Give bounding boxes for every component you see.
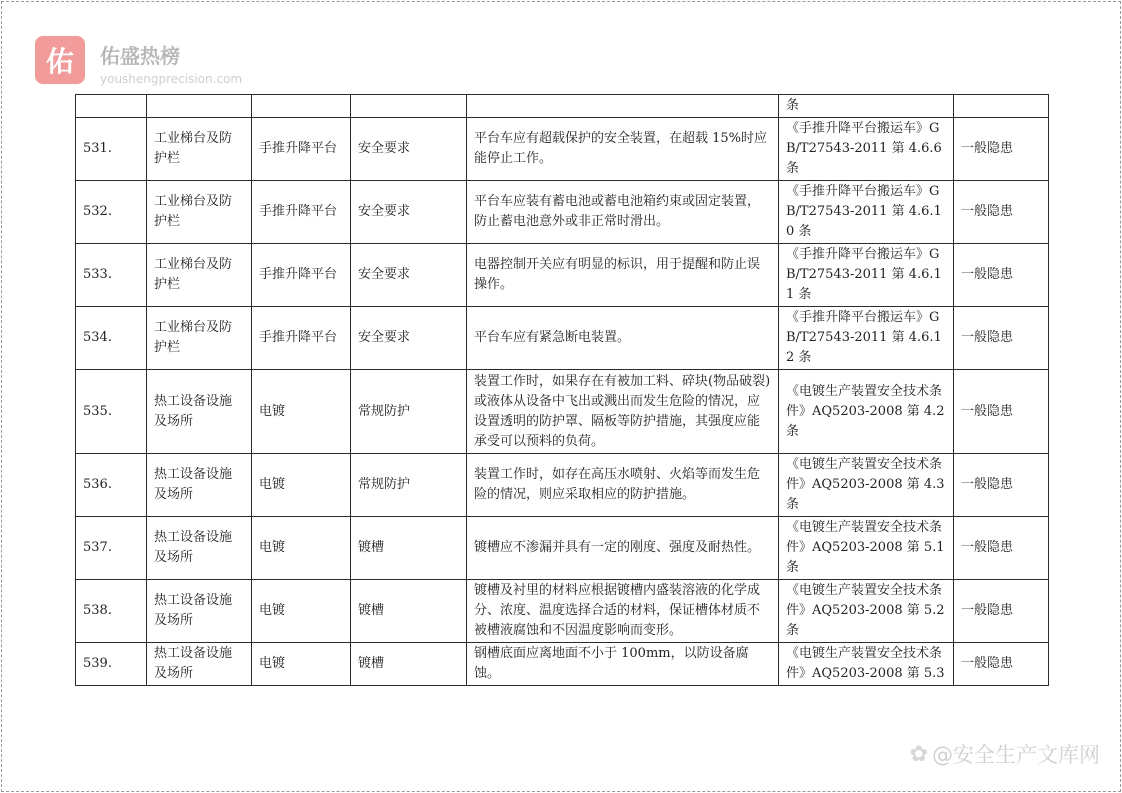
cell-basis: 《手推升降平台搬运车》GB/T27543-2011 第 4.6.11 条	[779, 244, 954, 307]
cell-item: 电镀	[252, 580, 351, 643]
cell-type: 镀槽	[351, 580, 467, 643]
cell-item: 电镀	[252, 370, 351, 454]
cell-category: 热工设备设施及场所	[147, 517, 252, 580]
cell-level: 一般隐患	[954, 370, 1049, 454]
cell-category: 工业梯台及防护栏	[147, 307, 252, 370]
cell-type: 常规防护	[351, 454, 467, 517]
cell-basis: 《电镀生产装置安全技术条件》AQ5203-2008 第 5.1 条	[779, 517, 954, 580]
cell-basis: 《手推升降平台搬运车》GB/T27543-2011 第 4.6.6 条	[779, 118, 954, 181]
cell-level: 一般隐患	[954, 517, 1049, 580]
table-row	[76, 370, 1049, 454]
watermark	[910, 739, 1100, 769]
cell-basis: 《电镀生产装置安全技术条件》AQ5203-2008 第 5.3	[779, 643, 954, 686]
cell-no	[76, 95, 147, 118]
cell-type: 安全要求	[351, 244, 467, 307]
table-row	[76, 580, 1049, 643]
table-row	[76, 244, 1049, 307]
cell-level: 一般隐患	[954, 307, 1049, 370]
cell-no: 535.	[76, 370, 147, 454]
cell-level: 一般隐患	[954, 580, 1049, 643]
cell-item: 电镀	[252, 454, 351, 517]
table-row	[76, 517, 1049, 580]
table-row-continued	[76, 95, 1049, 118]
cell-level: 一般隐患	[954, 181, 1049, 244]
cell-level: 一般隐患	[954, 454, 1049, 517]
cell-category: 热工设备设施及场所	[147, 454, 252, 517]
brand-url: youshengprecision.com	[100, 72, 243, 86]
table-row	[76, 454, 1049, 517]
cell-item: 手推升降平台	[252, 181, 351, 244]
cell-requirement	[467, 95, 779, 118]
cell-level: 一般隐患	[954, 118, 1049, 181]
brand-logo-char: 佑	[45, 45, 74, 78]
brand-logo	[35, 36, 85, 84]
cell-basis: 《电镀生产装置安全技术条件》AQ5203-2008 第 4.2 条	[779, 370, 954, 454]
cell-basis: 《电镀生产装置安全技术条件》AQ5203-2008 第 5.2 条	[779, 580, 954, 643]
cell-item: 手推升降平台	[252, 118, 351, 181]
brand-name: 佑盛热榜	[100, 44, 180, 68]
cell-no: 532.	[76, 181, 147, 244]
cell-category	[147, 95, 252, 118]
cell-category: 工业梯台及防护栏	[147, 118, 252, 181]
cell-level: 一般隐患	[954, 244, 1049, 307]
cell-no: 534.	[76, 307, 147, 370]
cell-requirement: 平台车应有紧急断电装置。	[467, 307, 779, 370]
cell-requirement: 平台车应装有蓄电池或蓄电池箱约束或固定装置，防止蓄电池意外或非正常时滑出。	[467, 181, 779, 244]
cell-type	[351, 95, 467, 118]
cell-category: 工业梯台及防护栏	[147, 181, 252, 244]
cell-type: 安全要求	[351, 181, 467, 244]
table-row	[76, 307, 1049, 370]
cell-category: 热工设备设施及场所	[147, 580, 252, 643]
cell-item: 电镀	[252, 643, 351, 686]
table-row	[76, 181, 1049, 244]
table-row	[76, 118, 1049, 181]
cell-item: 电镀	[252, 517, 351, 580]
cell-item: 手推升降平台	[252, 307, 351, 370]
cell-item: 手推升降平台	[252, 244, 351, 307]
watermark-text: @安全生产文库网	[932, 743, 1100, 767]
cell-type: 镀槽	[351, 643, 467, 686]
cell-level	[954, 95, 1049, 118]
cell-type: 安全要求	[351, 307, 467, 370]
cell-type: 安全要求	[351, 118, 467, 181]
cell-requirement: 平台车应有超载保护的安全装置，在超载 15%时应能停止工作。	[467, 118, 779, 181]
cell-category: 热工设备设施及场所	[147, 370, 252, 454]
cell-type: 常规防护	[351, 370, 467, 454]
cell-basis: 条	[779, 95, 954, 118]
hazard-table	[75, 94, 1049, 686]
cell-basis: 《电镀生产装置安全技术条件》AQ5203-2008 第 4.3 条	[779, 454, 954, 517]
cell-no: 539.	[76, 643, 147, 686]
cell-requirement: 镀槽应不渗漏并具有一定的刚度、强度及耐热性。	[467, 517, 779, 580]
cell-requirement: 电器控制开关应有明显的标识，用于提醒和防止误操作。	[467, 244, 779, 307]
cell-level: 一般隐患	[954, 643, 1049, 686]
cell-category: 工业梯台及防护栏	[147, 244, 252, 307]
cell-no: 538.	[76, 580, 147, 643]
cell-requirement: 装置工作时，如存在高压水喷射、火焰等而发生危险的情况，则应采取相应的防护措施。	[467, 454, 779, 517]
cell-requirement: 钢槽底面应离地面不小于 100mm，以防设备腐蚀。	[467, 643, 779, 686]
cell-no: 536.	[76, 454, 147, 517]
cell-item	[252, 95, 351, 118]
cell-requirement: 装置工作时，如果存在有被加工料、碎块(物品破裂)或液体从设备中飞出或溅出而发生危险的情况，应设置透明的防护罩、隔板等防护措施，其强度应能承受可以预料的负荷。	[467, 370, 779, 454]
cell-no: 537.	[76, 517, 147, 580]
weibo-style-logo-icon: ✿	[909, 741, 928, 767]
cell-no: 533.	[76, 244, 147, 307]
cell-basis: 《手推升降平台搬运车》GB/T27543-2011 第 4.6.12 条	[779, 307, 954, 370]
cell-type: 镀槽	[351, 517, 467, 580]
cell-no: 531.	[76, 118, 147, 181]
table-row	[76, 643, 1049, 686]
cell-basis: 《手推升降平台搬运车》GB/T27543-2011 第 4.6.10 条	[779, 181, 954, 244]
cell-requirement: 镀槽及衬里的材料应根据镀槽内盛装溶液的化学成分、浓度、温度选择合适的材料，保证槽体材质不被槽液腐蚀和不因温度影响而变形。	[467, 580, 779, 643]
cell-category: 热工设备设施及场所	[147, 643, 252, 686]
